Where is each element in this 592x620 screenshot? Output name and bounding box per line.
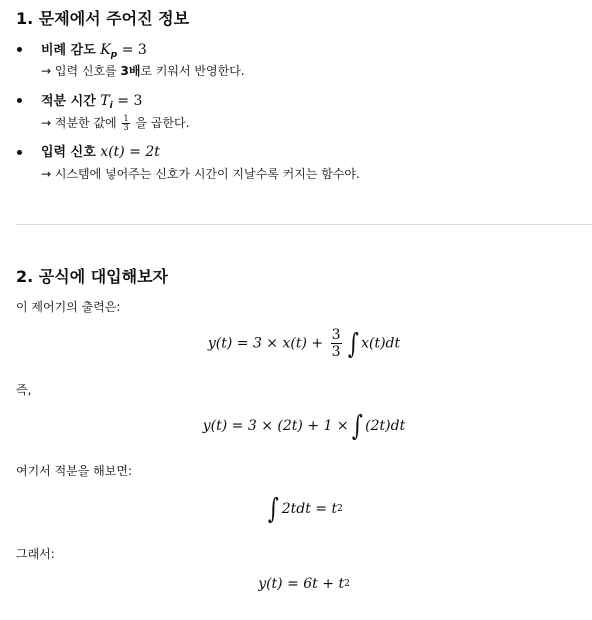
math-subscript: i	[109, 101, 113, 111]
bullet-dot	[17, 47, 22, 52]
eq1-rhs: x(t)dt	[361, 335, 401, 352]
desc-suffix: 로 키워서 반영한다.	[140, 64, 245, 78]
item-label: 비례 감도	[41, 43, 96, 58]
integral-sign: ∫	[267, 492, 279, 525]
integral-sign: ∫	[351, 409, 363, 442]
eq2-rhs: (2t)dt	[365, 418, 406, 434]
section-heading-substitute: 2. 공식에 대입해보자	[16, 267, 168, 286]
math-rhs: = 3	[117, 93, 143, 109]
integral-sign: ∫	[347, 326, 359, 360]
bullet-item-desc: → 시스템에 넣어주는 신호가 시간이 지날수록 커지는 함수야.	[41, 167, 360, 181]
equation-3	[16, 492, 592, 525]
equation-4	[16, 576, 592, 592]
eq4-exponent: 2	[344, 579, 350, 589]
bullet-item-desc	[41, 62, 245, 80]
bullet-item-integral-time	[41, 92, 142, 115]
math-subscript: p	[110, 50, 118, 60]
bullet-item-input-signal	[41, 143, 160, 162]
section-divider	[16, 224, 592, 225]
intro-text: 이 제어기의 출력은:	[16, 300, 121, 314]
math-symbol: T	[100, 93, 110, 109]
math-rhs: = 3	[121, 42, 147, 58]
desc-prefix: → 적분한 값에	[41, 116, 117, 130]
bullet-item-desc	[41, 114, 189, 132]
desc-bold: 3배	[120, 64, 141, 78]
section-heading-given-info: 1. 문제에서 주어진 정보	[16, 9, 190, 28]
eq4-body: y(t) = 6t + t	[258, 576, 345, 592]
connector-text: 여기서 적분을 해보면:	[16, 464, 133, 478]
equation-2	[16, 409, 592, 442]
equation-1	[16, 328, 592, 359]
eq2-lhs: y(t) = 3 × (2t) + 1 ×	[202, 418, 349, 434]
item-label: 적분 시간	[41, 94, 96, 109]
bullet-dot	[17, 98, 22, 103]
bullet-dot	[17, 150, 22, 155]
eq1-lhs: y(t) = 3 × x(t) +	[207, 335, 324, 352]
desc-prefix: → 입력 신호를	[41, 64, 117, 78]
bullet-item-proportional-gain	[41, 41, 147, 64]
eq3-body: 2tdt = t	[281, 501, 338, 517]
eq3-exponent: 2	[337, 504, 343, 514]
eq1-fraction: $\frac{3}{3}$	[331, 327, 341, 360]
connector-text: 그래서:	[16, 547, 55, 561]
item-label: 입력 신호	[41, 145, 96, 160]
connector-text: 즉,	[16, 383, 32, 397]
math-symbol: K	[100, 42, 111, 58]
fraction-one-third: $\frac{1}{3}$	[123, 114, 129, 132]
math-expression: x(t) = 2t	[100, 144, 160, 160]
desc-suffix: 을 곱한다.	[135, 116, 190, 130]
